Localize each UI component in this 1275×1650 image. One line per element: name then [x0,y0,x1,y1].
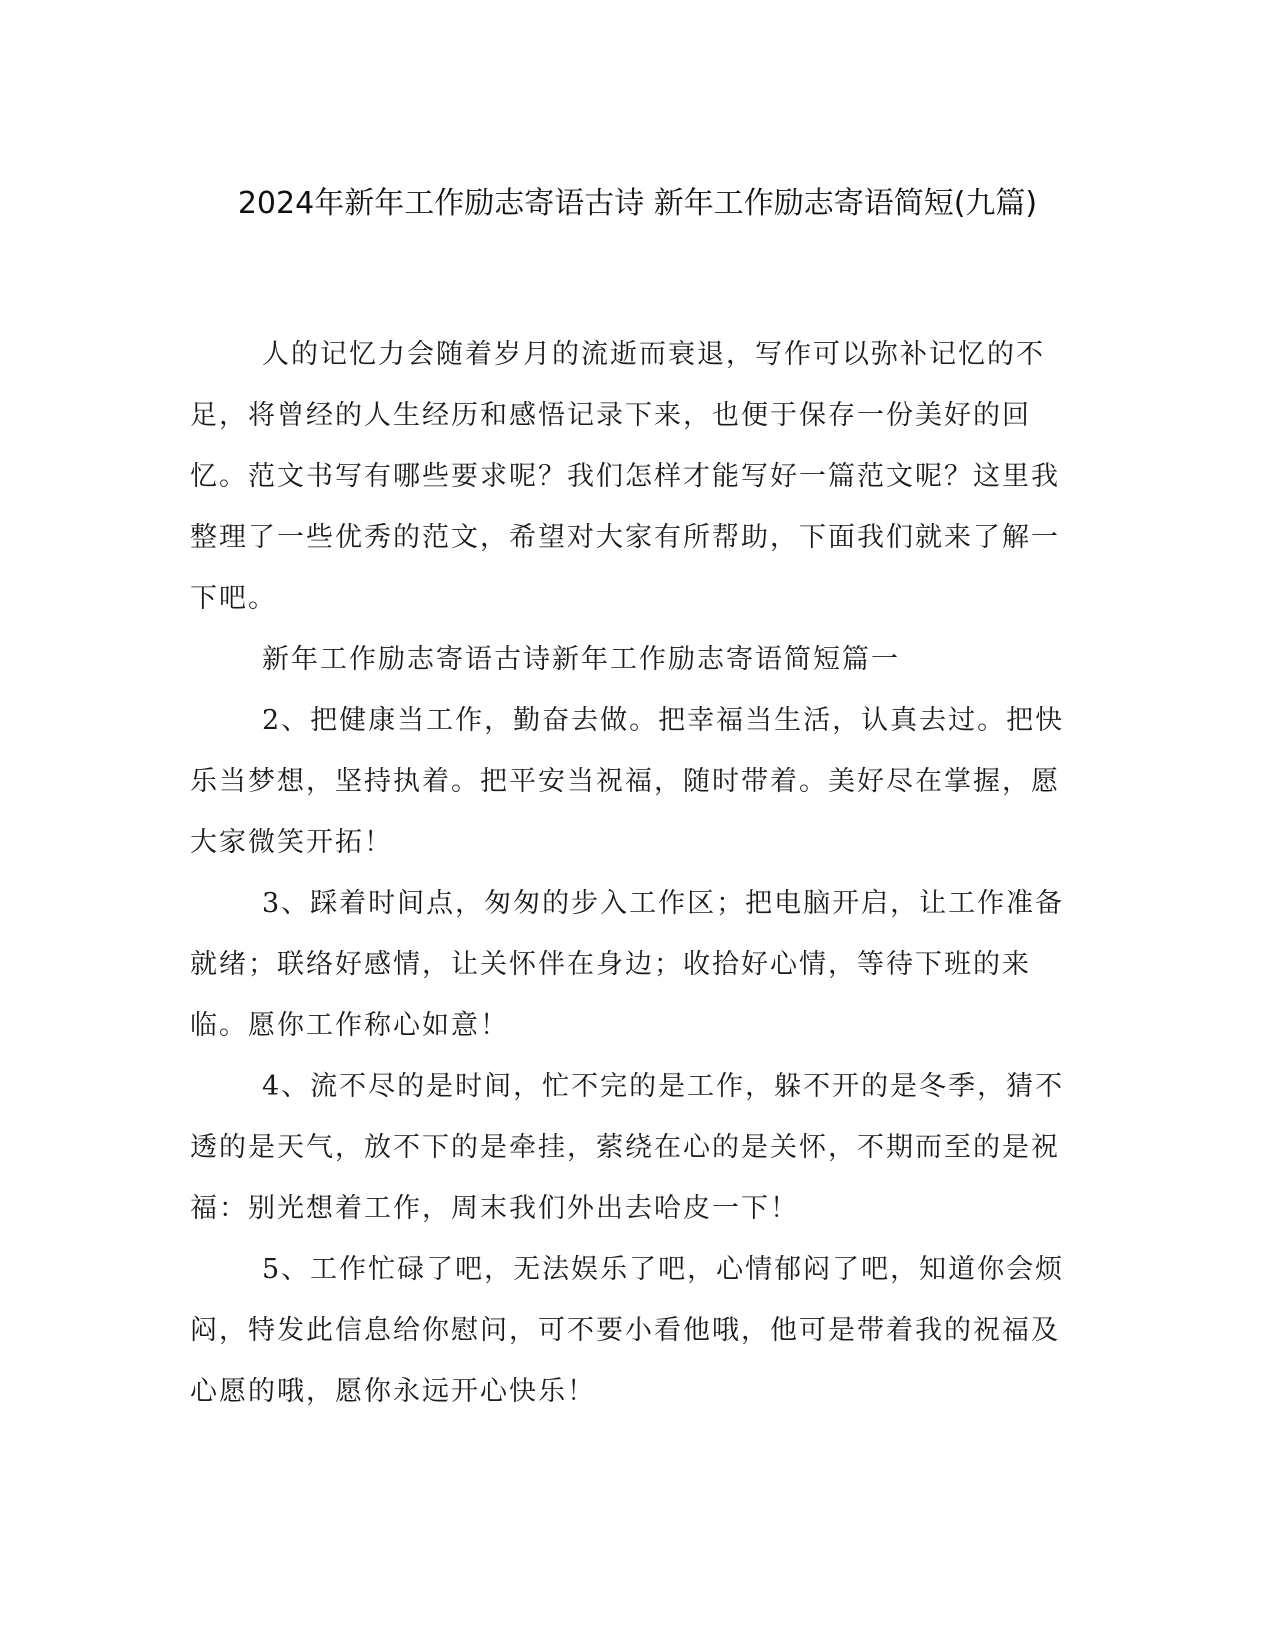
paragraph-item-4: 4、流不尽的是时间，忙不完的是工作，躲不开的是冬季，猜不透的是天气，放不下的是牵挂，萦绕在心的是关怀，不期而至的是祝福：别光想着工作，周末我们外出去哈皮一下！ [190,1071,1065,1224]
document-body [190,324,1070,1422]
section-heading: 新年工作励志寄语古诗新年工作励志寄语简短篇一 [262,644,900,675]
document-title: 2024年新年工作励志寄语古诗 新年工作励志寄语简短(九篇) [237,186,1038,221]
paragraph-item-2: 2、把健康当工作，勤奋去做。把幸福当生活，认真去过。把快乐当梦想，坚持执着。把平安当祝福，随时带着。美好尽在掌握，愿大家微笑开拓！ [190,705,1065,858]
intro-paragraph: 人的记忆力会随着岁月的流逝而衰退，写作可以弥补记忆的不足，将曾经的人生经历和感悟记录下来，也便于保存一份美好的回忆。范文书写有哪些要求呢？我们怎样才能写好一篇范文呢？这里我整理了一些优秀的范文，希望对大家有所帮助，下面我们就来了解一下吧。 [190,339,1060,614]
paragraph-item-5: 5、工作忙碌了吧，无法娱乐了吧，心情郁闷了吧，知道你会烦闷，特发此信息给你慰问，可不要小看他哦，他可是带着我的祝福及心愿的哦，愿你永远开心快乐！ [190,1254,1065,1407]
paragraph-item-3: 3、踩着时间点，匆匆的步入工作区；把电脑开启，让工作准备就绪；联络好感情，让关怀伴在身边；收拾好心情，等待下班的来临。愿你工作称心如意！ [190,888,1065,1041]
